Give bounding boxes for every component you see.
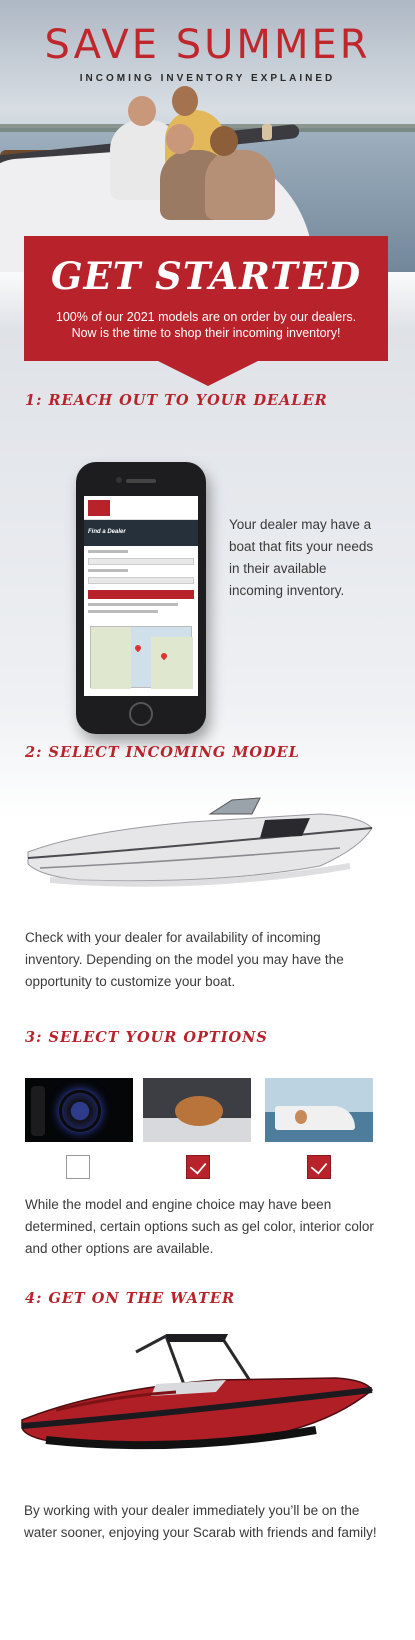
- option-tower-image: [265, 1078, 373, 1142]
- option-3-checkbox[interactable]: [307, 1155, 331, 1179]
- option-speaker-image: [25, 1078, 133, 1142]
- option-table-image: [143, 1078, 251, 1142]
- checkmark-icon: [190, 1158, 207, 1175]
- step-1-heading: 1: REACH OUT TO YOUR DEALER: [25, 392, 328, 409]
- checkmark-icon: [311, 1158, 328, 1175]
- phone-screen-title: Find a Dealer: [84, 520, 198, 546]
- get-started-banner: [24, 236, 388, 361]
- home-button-icon: [129, 702, 153, 726]
- red-boat-image: [16, 1330, 376, 1460]
- banner-title: GET STARTED: [50, 254, 362, 298]
- map-image: [90, 626, 192, 688]
- option-1-checkbox[interactable]: [66, 1155, 90, 1179]
- phone-image: [76, 462, 206, 734]
- step-3-heading: 3: SELECT YOUR OPTIONS: [25, 1029, 268, 1046]
- banner-arrow: [156, 360, 260, 386]
- hero-subtitle: INCOMING INVENTORY EXPLAINED: [79, 73, 336, 84]
- step-1-text: Your dealer may have a boat that fits your needs in their available incoming inventory.: [229, 517, 374, 598]
- option-2-checkbox[interactable]: [186, 1155, 210, 1179]
- phone-screen: [84, 496, 198, 696]
- step-2-heading: 2: SELECT INCOMING MODEL: [25, 744, 300, 761]
- hero-image: [0, 0, 415, 272]
- white-boat-image: [20, 792, 380, 892]
- step-4-text: By working with your dealer immediately you’ll be on the water sooner, enjoying your Scarab with friends and family!: [24, 1503, 377, 1540]
- hero-title: SAVE SUMMER: [44, 22, 371, 68]
- step-2-text: Check with your dealer for availability of incoming inventory. Depending on the model you may have the opportunity to customize your boat.: [25, 930, 344, 989]
- step-3-text: While the model and engine choice may have been determined, certain options such as gel color, interior color and other options are available.: [25, 1197, 374, 1256]
- step-4-heading: 4: GET ON THE WATER: [25, 1290, 235, 1307]
- banner-text: 100% of our 2021 models are on order by our dealers. Now is the time to shop their incoming inventory!: [55, 310, 357, 340]
